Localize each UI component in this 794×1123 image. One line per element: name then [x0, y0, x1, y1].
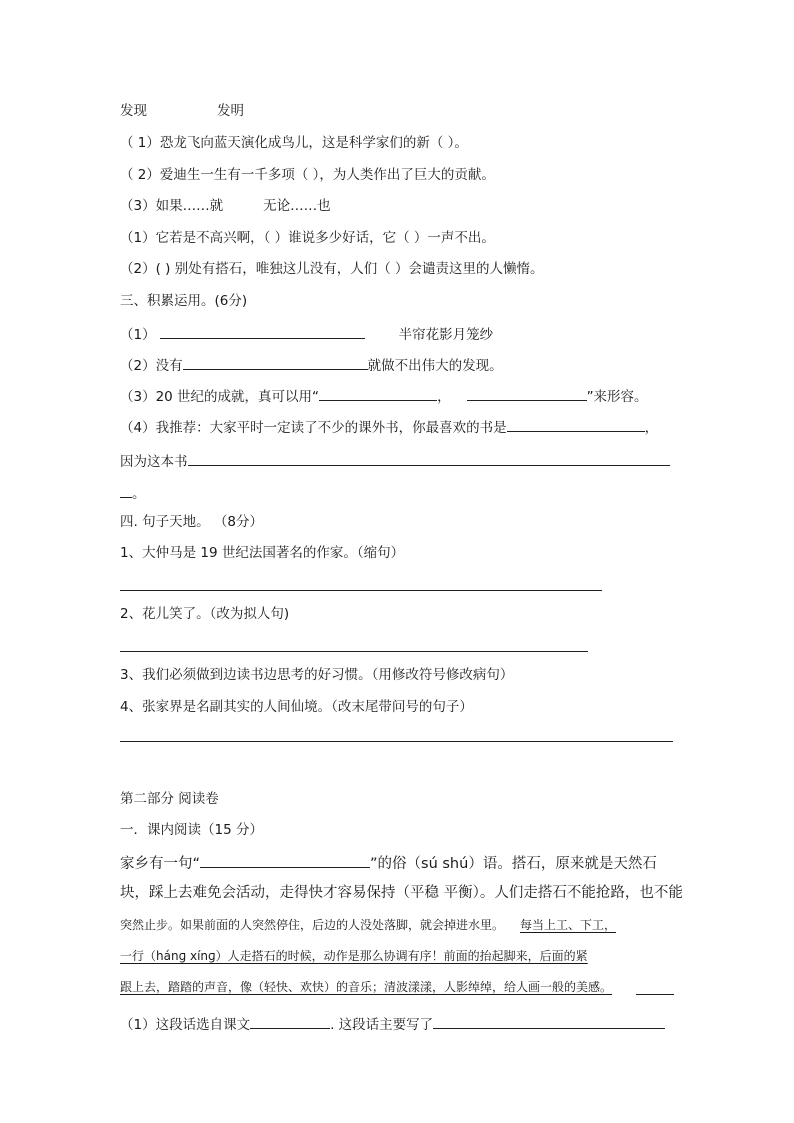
passage-line-2: 块，踩上去难免会活动，走得快才容易保持（平稳 平衡）。人们走搭石不能抢路，也不能	[120, 885, 683, 901]
s3-q4-period: 。	[132, 486, 146, 502]
passage-line-3	[120, 915, 616, 935]
s3-question-4-reason	[120, 450, 670, 472]
s4-sentence-4: 4、张家界是名副其实的人间仙境。（改末尾带问号的句子）	[120, 699, 473, 715]
s3-q3-comma: ，	[437, 389, 451, 405]
s4-sentence-1: 1、大仲马是 19 世纪法国著名的作家。（缩句）	[120, 545, 405, 561]
reading-q1-mid: . 这段话主要写了	[330, 1017, 434, 1033]
s3-q4-reason-head: 因为这本书	[120, 454, 188, 470]
answer-line[interactable]	[120, 590, 602, 591]
passage-1-head: 家乡有一句“	[120, 856, 201, 872]
reading-q1-head: （1）这段话选自课文	[120, 1017, 251, 1033]
passage-1-tail: ”的俗（sú shú）语。搭石，原来就是天然石	[370, 856, 657, 872]
fill-line-2: （ 2）爱迪生一生有一千多项（ ），为人类作出了巨大的贡献。	[120, 167, 495, 183]
answer-blank[interactable]	[250, 1013, 330, 1029]
passage-5-underlined: 跟上去，踏踏的声音，像（轻快、欢快）的音乐；清波漾漾，人影绰绰，给人画一般的美感。	[120, 980, 613, 994]
s4-sentence-3: 3、我们必须做到边读书边思考的好习惯。（用修改符号修改病句）	[120, 667, 514, 683]
s3-q3-tail: ”来形容。	[586, 389, 648, 405]
s3-q2-head: （2）没有	[120, 358, 183, 374]
s3-question-2	[120, 354, 503, 376]
s3-question-1	[120, 323, 493, 345]
reading-section-title: 一．课内阅读（15 分）	[120, 822, 263, 838]
passage-line-4	[120, 946, 588, 966]
passage-4-underlined: 一行（hánɡ xínɡ）人走搭石的时候，动作是那么协调有序！前面的抬起脚来，后面的紧	[120, 949, 588, 963]
s3-q3-head: （3）20 世纪的成就，真可以用“	[120, 389, 320, 405]
s3-q2-tail: 就做不出伟大的发现。	[367, 358, 503, 374]
s3-q1-number: （1）	[120, 327, 156, 343]
conjunction-row	[120, 196, 331, 216]
word-faxian: 发现	[120, 103, 147, 119]
underline-tail	[636, 994, 674, 995]
answer-blank[interactable]	[188, 450, 670, 466]
passage-line-1	[120, 852, 657, 874]
s3-q1-poem-line: 半帘花影月笼纱	[398, 327, 494, 343]
passage-3-underlined: 每当上工、下工，	[520, 918, 617, 932]
passage-line-5	[120, 977, 612, 997]
answer-line[interactable]	[120, 741, 673, 742]
answer-blank[interactable]	[120, 482, 132, 498]
s3-question-3	[120, 385, 648, 407]
s3-q4-head: （4）我推荐：大家平时一定读了不少的课外书，你最喜欢的书是	[120, 420, 507, 436]
fill-line-1: （ 1）恐龙飞向蓝天演化成鸟儿，这是科学家们的新（ ）。	[120, 135, 468, 151]
answer-blank[interactable]	[507, 416, 645, 432]
reading-question-1	[120, 1013, 665, 1035]
answer-blank[interactable]	[319, 385, 437, 401]
part-2-title: 第二部分 阅读卷	[120, 791, 219, 807]
answer-blank[interactable]	[160, 323, 365, 339]
conjunction-1: （3）如果……就	[120, 198, 224, 214]
answer-line[interactable]	[120, 651, 588, 652]
answer-blank[interactable]	[433, 1013, 665, 1029]
passage-3-head: 突然止步。如果前面的人突然停住，后边的人没处落脚，就会掉进水里。	[120, 918, 505, 932]
s4-sentence-2: 2、花儿笑了。（改为拟人句)	[120, 606, 290, 622]
answer-blank[interactable]	[200, 852, 370, 868]
s3-q4-comma: ，	[644, 420, 659, 436]
s3-question-4-end	[120, 482, 146, 504]
word-choice-row	[120, 101, 244, 121]
answer-blank[interactable]	[183, 354, 368, 370]
fill-line-4: （2）( ) 别处有搭石，唯独这儿没有，人们（ ）会谴责这里的人懒惰。	[120, 261, 544, 277]
conjunction-2: 无论……也	[263, 198, 331, 214]
answer-blank[interactable]	[467, 385, 587, 401]
section-3-title: 三、积累运用。(6分)	[120, 293, 248, 309]
word-faming: 发明	[217, 103, 244, 119]
s3-question-4	[120, 416, 658, 438]
fill-line-3: （1）它若是不高兴啊，（ ）谁说多少好话，它（ ）一声不出。	[120, 230, 495, 246]
section-4-title: 四. 句子天地。 （8分）	[120, 514, 263, 530]
